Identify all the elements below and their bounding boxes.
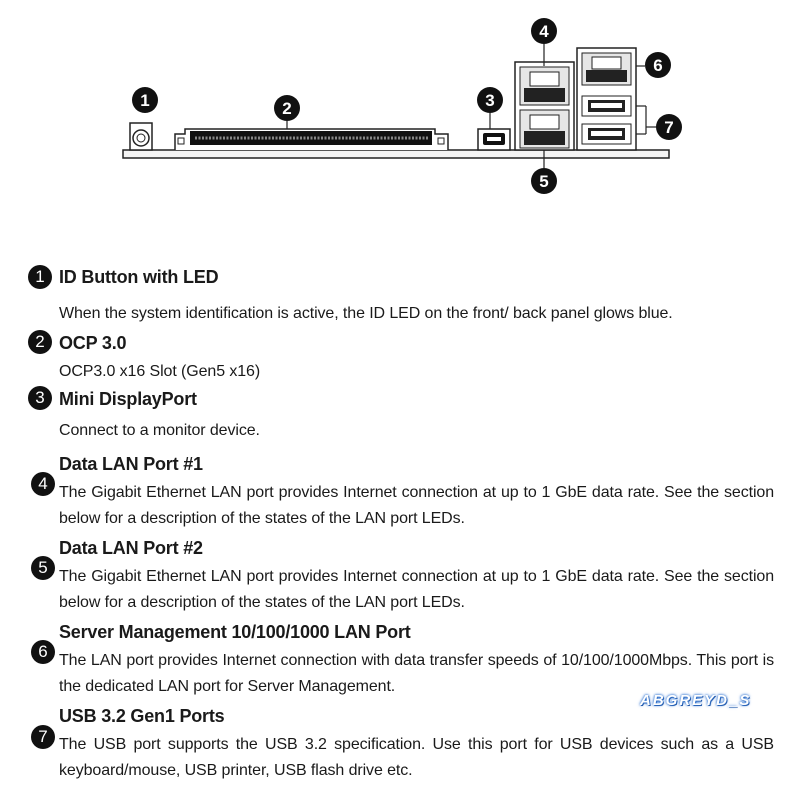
item-description: Connect to a monitor device.	[59, 422, 260, 439]
item-description: The LAN port provides Internet connection with data transfer speeds of 10/100/1000Mbps. This port is the dedicated LAN port for Server Management.	[59, 652, 774, 695]
svg-text:2: 2	[282, 99, 292, 118]
number-badge: 3	[28, 386, 52, 410]
item-title: Server Management 10/100/1000 LAN Port	[59, 622, 411, 642]
item-description: The Gigabit Ethernet LAN port provides Internet connection at up to 1 GbE data rate. See the section below for a description of the states of the LAN port LEDs.	[59, 568, 774, 611]
svg-text:4: 4	[539, 22, 549, 41]
item-title: USB 3.2 Gen1 Ports	[59, 706, 225, 726]
svg-text:1: 1	[140, 91, 150, 110]
number-badge: 2	[28, 330, 52, 354]
number-badge: 4	[31, 472, 55, 496]
item-description: When the system identification is active, the ID LED on the front/ back panel glows blue.	[59, 305, 673, 322]
svg-text:6: 6	[653, 56, 663, 75]
watermark: ABGREYD_S	[640, 692, 752, 709]
item-title: OCP 3.0	[59, 333, 127, 353]
item-description: The USB port supports the USB 3.2 specification. Use this port for USB devices such as a USB keyboard/mouse, USB printer, USB flash drive etc.	[59, 736, 774, 779]
number-badge: 5	[31, 556, 55, 580]
item-title: Data LAN Port #1	[59, 454, 203, 474]
item-description: The Gigabit Ethernet LAN port provides Internet connection at up to 1 GbE data rate. See the section below for a description of the states of the LAN port LEDs.	[59, 484, 774, 527]
svg-text:5: 5	[539, 172, 549, 191]
svg-text:7: 7	[664, 118, 674, 137]
number-badge: 6	[31, 640, 55, 664]
item-title: ID Button with LED	[59, 267, 219, 287]
number-badge: 1	[28, 265, 52, 289]
item-title: Mini DisplayPort	[59, 389, 197, 409]
item-title: Data LAN Port #2	[59, 538, 203, 558]
svg-text:3: 3	[485, 91, 495, 110]
item-description: OCP3.0 x16 Slot (Gen5 x16)	[59, 363, 261, 380]
number-badge: 7	[31, 725, 55, 749]
